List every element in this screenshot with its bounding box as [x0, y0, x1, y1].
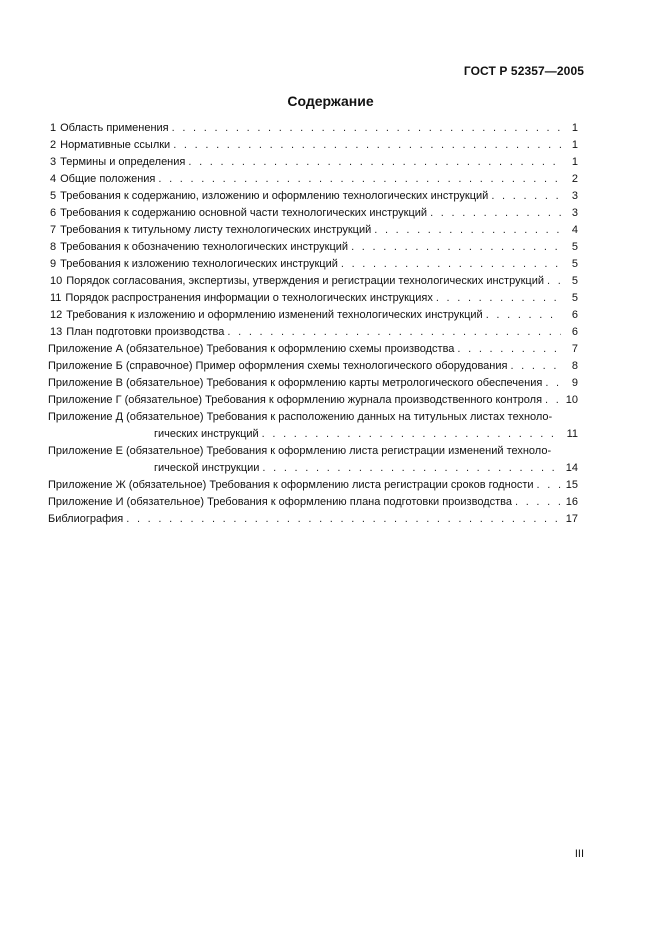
- standard-code: ГОСТ Р 52357—2005: [463, 64, 584, 78]
- toc-entry-number: 10: [50, 275, 63, 287]
- toc-entry-number: 5: [50, 190, 57, 202]
- toc-entry[interactable]: [48, 239, 578, 256]
- toc-entry-page: 1: [571, 156, 578, 168]
- dot-leader: [545, 392, 561, 409]
- toc-entry-page: 1: [571, 122, 578, 134]
- toc-entry[interactable]: [48, 324, 578, 341]
- toc-entry-number: 11: [50, 292, 62, 304]
- toc-entry-title: Требования к содержанию основной части технологических инструкций: [60, 207, 428, 219]
- toc-entry[interactable]: [48, 341, 578, 358]
- toc-entry[interactable]: [48, 443, 578, 460]
- dot-leader: [351, 239, 561, 256]
- toc-entry[interactable]: [48, 392, 578, 409]
- toc-entry-page: 5: [571, 292, 578, 304]
- toc-entry-title: Приложение Е (обязательное) Требования к оформлению листа регистрации изменений техноло-: [48, 445, 552, 457]
- toc-entry-title: Приложение Д (обязательное) Требования к расположению данных на титульных листах техноло-: [48, 411, 553, 423]
- toc-entry-title: Требования к изложению и оформлению изменений технологических инструкций: [66, 309, 483, 321]
- dot-leader: [491, 188, 561, 205]
- toc-entry-title: Общие положения: [60, 173, 156, 185]
- toc-entry-page: 5: [571, 275, 578, 287]
- toc-entry[interactable]: [48, 188, 578, 205]
- dot-leader: [430, 205, 561, 222]
- toc-entry[interactable]: [48, 290, 578, 307]
- toc-entry-page: 6: [571, 326, 578, 338]
- dot-leader: [262, 426, 561, 443]
- toc-entry[interactable]: [48, 273, 578, 290]
- toc-entry-title: Приложение Г (обязательное) Требования к оформлению журнала производственного контроля: [48, 394, 543, 406]
- table-of-contents: [48, 120, 578, 528]
- toc-entry-title: Приложение Б (справочное) Пример оформления схемы технологического оборудования: [48, 360, 508, 372]
- toc-entry-title: План подготовки производства: [66, 326, 225, 338]
- toc-entry-page: 3: [571, 207, 578, 219]
- toc-entry-title: Приложение И (обязательное) Требования к оформлению плана подготовки производства: [48, 496, 512, 508]
- dot-leader: [262, 460, 561, 477]
- toc-entry[interactable]: [48, 511, 578, 528]
- toc-entry-number: 7: [50, 224, 57, 236]
- toc-entry-number: 2: [50, 139, 57, 151]
- toc-entry-number: 4: [50, 173, 57, 185]
- toc-entry-title: Приложение А (обязательное) Требования к оформлению схемы производства: [48, 343, 455, 355]
- toc-entry-title: Приложение Ж (обязательное) Требования к оформлению листа регистрации сроков годности: [48, 479, 534, 491]
- toc-entry[interactable]: [48, 358, 578, 375]
- dot-leader: [173, 137, 561, 154]
- toc-entry-title: Приложение В (обязательное) Требования к оформлению карты метрологического обеспечения: [48, 377, 543, 389]
- toc-entry-title: Библиография: [48, 513, 124, 525]
- toc-entry[interactable]: [48, 494, 578, 511]
- toc-entry-page: 17: [565, 513, 578, 525]
- toc-entry[interactable]: [48, 205, 578, 222]
- toc-entry-page: 1: [571, 139, 578, 151]
- toc-entry-number: 12: [50, 309, 63, 321]
- dot-leader: [515, 494, 561, 511]
- dot-leader: [457, 341, 561, 358]
- dot-leader: [341, 256, 561, 273]
- toc-entry-page: 11: [566, 428, 578, 440]
- toc-entry[interactable]: [48, 477, 578, 494]
- toc-entry-page: 16: [565, 496, 578, 508]
- toc-entry-title-continued: гической инструкции: [154, 462, 260, 474]
- dot-leader: [486, 307, 561, 324]
- toc-entry-number: 1: [50, 122, 57, 134]
- toc-entry[interactable]: [48, 222, 578, 239]
- toc-entry-page: 15: [565, 479, 578, 491]
- dot-leader: [545, 375, 561, 392]
- page-number: III: [574, 848, 584, 860]
- toc-entry-number: 6: [50, 207, 57, 219]
- dot-leader: [227, 324, 561, 341]
- toc-entry-title: Термины и определения: [60, 156, 186, 168]
- toc-entry-page: 14: [565, 462, 578, 474]
- toc-entry-title: Область применения: [60, 122, 169, 134]
- toc-entry[interactable]: [48, 137, 578, 154]
- toc-entry-page: 2: [571, 173, 578, 185]
- toc-entry-page: 6: [571, 309, 578, 321]
- toc-entry[interactable]: [48, 409, 578, 426]
- dot-leader: [188, 154, 561, 171]
- toc-entry-page: 8: [571, 360, 578, 372]
- toc-entry-title-continued: гических инструкций: [154, 428, 259, 440]
- toc-entry-title: Требования к изложению технологических инструкций: [60, 258, 338, 270]
- dot-leader: [510, 358, 561, 375]
- toc-entry[interactable]: [48, 375, 578, 392]
- toc-entry[interactable]: [48, 256, 578, 273]
- toc-entry-number: 9: [50, 258, 57, 270]
- toc-entry-title: Требования к обозначению технологических инструкций: [60, 241, 349, 253]
- toc-entry[interactable]: [48, 171, 578, 188]
- dot-leader: [172, 120, 561, 137]
- toc-entry-continuation[interactable]: [48, 426, 578, 443]
- dot-leader: [537, 477, 561, 494]
- toc-title: Содержание: [287, 93, 374, 109]
- toc-entry-title: Порядок распространения информации о технологических инструкциях: [65, 292, 433, 304]
- dot-leader: [547, 273, 561, 290]
- toc-entry-page: 3: [571, 190, 578, 202]
- toc-entry-page: 10: [565, 394, 578, 406]
- toc-entry-page: 9: [571, 377, 578, 389]
- dot-leader: [436, 290, 561, 307]
- toc-entry-title: Нормативные ссылки: [60, 139, 171, 151]
- toc-entry-page: 4: [571, 224, 578, 236]
- toc-entry[interactable]: [48, 307, 578, 324]
- toc-entry-title: Требования к содержанию, изложению и оформлению технологических инструкций: [60, 190, 489, 202]
- toc-entry-number: 8: [50, 241, 57, 253]
- dot-leader: [126, 511, 561, 528]
- toc-entry[interactable]: [48, 120, 578, 137]
- dot-leader: [158, 171, 561, 188]
- toc-entry-page: 5: [571, 258, 578, 270]
- toc-entry-number: 13: [50, 326, 63, 338]
- toc-entry-number: 3: [50, 156, 57, 168]
- toc-entry-page: 7: [571, 343, 578, 355]
- toc-entry-continuation[interactable]: [48, 460, 578, 477]
- toc-entry-page: 5: [571, 241, 578, 253]
- toc-entry-title: Порядок согласования, экспертизы, утверждения и регистрации технологических инструкций: [66, 275, 544, 287]
- toc-entry-title: Требования к титульному листу технологических инструкций: [60, 224, 372, 236]
- dot-leader: [374, 222, 561, 239]
- toc-entry[interactable]: [48, 154, 578, 171]
